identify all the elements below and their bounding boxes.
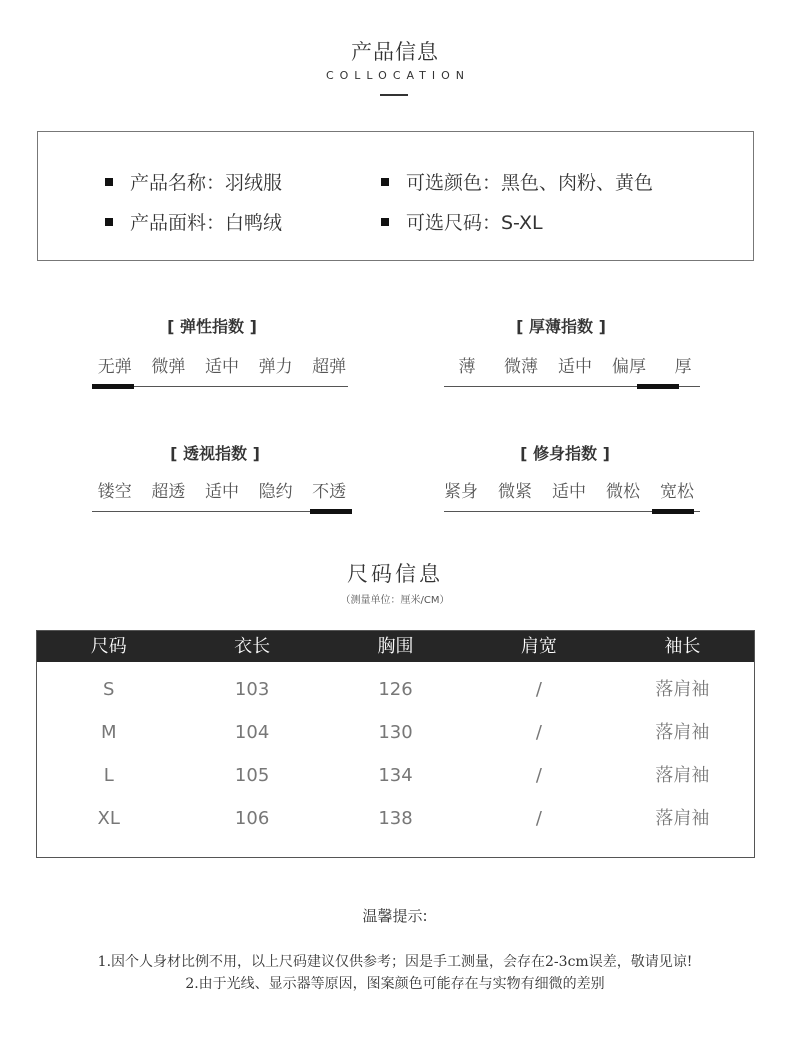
table-cell: / [535, 808, 542, 829]
transparency-option: 适中 [204, 482, 239, 502]
header-cell-size: 尺码 [90, 636, 127, 657]
product-info-box [37, 131, 754, 261]
note-line-1: 1.因个人身材比例不用，以上尺码建议仅供参考；因是手工测量，会存在2-3cm误差，敬请见谅! [97, 954, 693, 970]
table-cell: 103 [234, 679, 270, 700]
thickness-option: 微薄 [504, 357, 538, 377]
fit-option: 适中 [552, 482, 586, 502]
elasticity-option: 适中 [204, 357, 239, 377]
elasticity-option: 超弹 [312, 357, 347, 377]
header-cell-sleeve: 袖长 [664, 636, 701, 657]
thickness-selected-marker [637, 384, 679, 389]
info-item-material [105, 208, 282, 235]
transparency-selected-marker [310, 509, 352, 514]
thickness-option: 厚 [674, 357, 692, 377]
info-colors-text: 可选颜色：黑色、肉粉、黄色 [406, 172, 654, 194]
info-sizes-text: 可选尺码：S-XL [406, 212, 543, 234]
table-cell: 105 [234, 765, 270, 786]
table-row [37, 668, 754, 711]
thickness-option: 适中 [558, 357, 592, 377]
size-info-title: 尺码信息 [347, 562, 443, 586]
title-divider [380, 94, 408, 96]
transparency-option: 超透 [151, 482, 186, 502]
table-cell: XL [97, 808, 120, 829]
elasticity-index-title: [ 弹性指数 ] [167, 317, 257, 336]
header-cell-length: 衣长 [234, 636, 271, 657]
transparency-option: 不透 [312, 482, 347, 502]
table-cell: / [535, 765, 542, 786]
bullet-icon [381, 178, 389, 186]
size-table-header [37, 631, 754, 662]
fit-option: 宽松 [660, 482, 694, 502]
table-row [37, 797, 754, 840]
table-cell: S [102, 679, 115, 700]
table-cell: 落肩袖 [655, 722, 710, 743]
info-item-name [105, 168, 282, 195]
table-cell: 130 [378, 722, 413, 743]
bullet-icon [105, 178, 113, 186]
table-cell: / [535, 679, 542, 700]
thickness-index-title: [ 厚薄指数 ] [516, 317, 606, 336]
note-line-2: 2.由于光线、显示器等原因，图案颜色可能存在与实物有细微的差别 [185, 976, 605, 992]
info-item-sizes [381, 208, 543, 235]
header-cell-shoulder: 肩宽 [520, 636, 557, 657]
page-title: 产品信息 [351, 40, 439, 64]
page-subtitle: COLLOCATION [325, 69, 471, 82]
info-material-text: 产品面料：白鸭绒 [130, 212, 283, 234]
thickness-option: 薄 [458, 357, 476, 377]
elasticity-option: 微弹 [151, 357, 186, 377]
table-cell: M [100, 722, 117, 743]
table-cell: 落肩袖 [655, 808, 710, 829]
size-table-body [37, 662, 754, 840]
fit-selected-marker [652, 509, 694, 514]
notes-title: 温馨提示: [362, 907, 428, 925]
fit-index-title: [ 修身指数 ] [520, 444, 610, 463]
fit-scale [434, 477, 704, 501]
table-row [37, 754, 754, 797]
fit-option: 微紧 [498, 482, 532, 502]
transparency-index-title: [ 透视指数 ] [170, 444, 260, 463]
info-name-text: 产品名称：羽绒服 [130, 172, 283, 194]
table-cell: 104 [234, 722, 270, 743]
elasticity-option: 无弹 [97, 357, 132, 377]
fit-option: 微松 [606, 482, 640, 502]
bullet-icon [105, 218, 113, 226]
table-cell: 126 [378, 679, 413, 700]
transparency-option: 隐约 [258, 482, 293, 502]
thickness-option: 偏厚 [612, 357, 646, 377]
bullet-icon [381, 218, 389, 226]
transparency-option: 镂空 [97, 482, 132, 502]
table-cell: 138 [378, 808, 413, 829]
table-cell: 落肩袖 [655, 679, 710, 700]
header-cell-bust: 胸围 [377, 636, 414, 657]
info-item-colors [381, 168, 653, 195]
fit-option: 紧身 [444, 482, 478, 502]
thickness-scale [440, 352, 710, 376]
table-row [37, 711, 754, 754]
table-cell: 落肩袖 [655, 765, 710, 786]
table-cell: 106 [234, 808, 270, 829]
table-cell: 134 [378, 765, 413, 786]
elasticity-option: 弹力 [258, 357, 293, 377]
size-table [36, 630, 755, 858]
table-cell: / [535, 722, 542, 743]
size-unit-note: （测量单位：厘米/CM） [340, 595, 450, 606]
elasticity-selected-marker [92, 384, 134, 389]
elasticity-scale [88, 352, 356, 376]
table-cell: L [103, 765, 114, 786]
transparency-scale [88, 477, 356, 501]
